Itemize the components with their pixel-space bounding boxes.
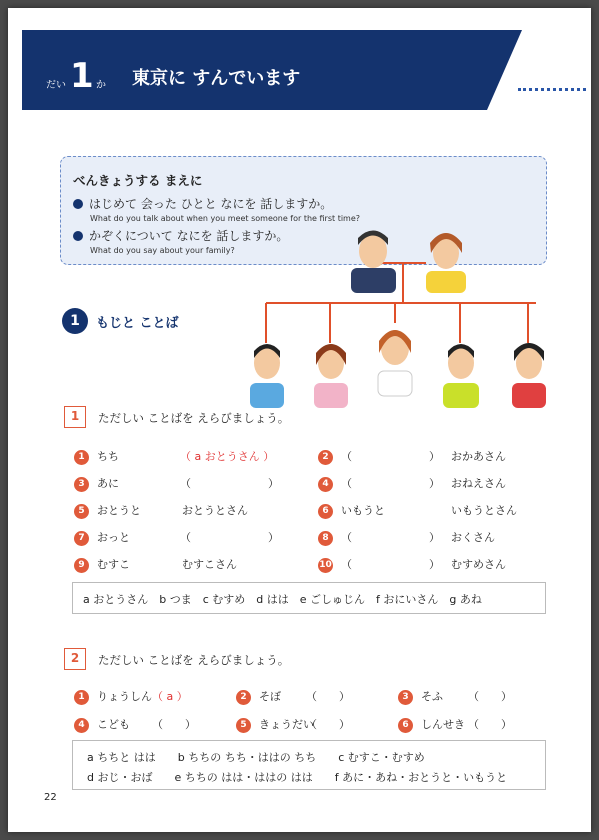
pre-q2-text: かぞくについて なにを 話しますか。 bbox=[89, 229, 289, 243]
section-label: もじと ことば bbox=[96, 315, 179, 331]
bullet-icon bbox=[73, 231, 83, 241]
ex1-item: 3 あに bbox=[74, 475, 119, 492]
ex1-answer[interactable]: （ ） bbox=[180, 531, 279, 544]
family-tree-illustration bbox=[238, 223, 568, 408]
ex2-answer[interactable]: （ a ） bbox=[152, 690, 188, 703]
ex1-word2: おくさん bbox=[451, 531, 495, 544]
ex2-answer[interactable]: （ ） bbox=[306, 690, 350, 703]
child-3-figure bbox=[378, 330, 412, 396]
exercise-2-number: 2 bbox=[64, 648, 86, 670]
ex1-word2: むすめさん bbox=[451, 558, 506, 571]
ex1-item: 7 おっと bbox=[74, 529, 130, 546]
ex2-answer[interactable]: （ ） bbox=[468, 718, 512, 731]
ex1-word2: おかあさん bbox=[451, 450, 506, 463]
ex1-item: 9 むすこ bbox=[74, 556, 130, 573]
ex1-choices: a おとうさん b つま c むすめ d はは e ごしゅじん f おにいさん g あね bbox=[83, 593, 482, 606]
pre-q1-text: はじめて 会った ひとと なにを 話しますか。 bbox=[89, 197, 333, 211]
ex1-item: 8 （ ） bbox=[318, 529, 440, 546]
ex1-word2: おねえさん bbox=[451, 477, 506, 490]
ex2-item: 1 りょうしん bbox=[74, 688, 152, 705]
section-number: 1 bbox=[62, 308, 88, 334]
ex1-item: 1 ちち bbox=[74, 448, 119, 465]
ex2-answer[interactable]: （ ） bbox=[152, 718, 196, 731]
lesson-title: 東京に すんでいます bbox=[132, 68, 301, 89]
exercise-1-instruction: ただしい ことばを えらびましょう。 bbox=[98, 411, 290, 425]
ex2-item: 6 しんせき bbox=[398, 716, 465, 733]
ex1-word2: いもうとさん bbox=[451, 504, 517, 517]
ex1-item: 4 （ ） bbox=[318, 475, 440, 492]
pre-q2-english: What do you say about your family? bbox=[90, 246, 235, 255]
pre-q1-english: What do you talk about when you meet someone for the first time? bbox=[90, 214, 361, 223]
ex2-item: 3 そふ bbox=[398, 688, 443, 705]
pre-study-heading: べんきょうする まえに bbox=[73, 173, 203, 188]
child-4-figure bbox=[443, 344, 479, 408]
ex2-item: 5 きょうだい bbox=[236, 716, 314, 733]
ex1-item: 2 （ ） bbox=[318, 448, 440, 465]
ex2-choices-box bbox=[72, 740, 546, 790]
ex1-item: 10 （ ） bbox=[319, 558, 440, 571]
bullet-icon bbox=[73, 199, 83, 209]
child-5-figure bbox=[512, 343, 546, 408]
ex2-choices-row-2: d おじ・おば e ちちの はは・ははの はは f あに・あね・おとうと・いもうと bbox=[87, 771, 508, 784]
ex1-item: 6 いもうと bbox=[318, 502, 385, 519]
ex2-answer[interactable]: （ ） bbox=[468, 690, 512, 703]
ex2-answer[interactable]: （ ） bbox=[306, 718, 350, 731]
exercise-1-number: 1 bbox=[64, 406, 86, 428]
section-header bbox=[62, 308, 179, 334]
child-2-figure bbox=[314, 344, 348, 408]
ex1-item: 5 おとうと bbox=[74, 502, 141, 519]
ex1-answer[interactable]: （ a おとうさん ） bbox=[180, 450, 275, 463]
ex1-answer[interactable]: （ ） bbox=[180, 477, 279, 490]
ex2-item: 4 こども bbox=[74, 716, 130, 733]
ex2-item: 2 そぼ bbox=[236, 688, 281, 705]
child-1-figure bbox=[250, 344, 284, 408]
page-number: 22 bbox=[44, 792, 57, 803]
exercise-2-instruction: ただしい ことばを えらびましょう。 bbox=[98, 653, 290, 667]
lesson-number: 1 bbox=[70, 56, 94, 96]
textbook-page bbox=[8, 8, 591, 832]
ex1-choices-box bbox=[72, 582, 546, 614]
ex1-answer: むすこさん bbox=[182, 558, 237, 571]
pre-question-1 bbox=[73, 195, 360, 223]
ex1-answer: おとうとさん bbox=[182, 504, 248, 517]
father-figure bbox=[351, 231, 396, 294]
lesson-ka: か bbox=[96, 80, 106, 91]
ex2-choices-row-1: a ちちと はは b ちちの ちち・ははの ちち c むすこ・むすめ bbox=[87, 751, 425, 764]
dotted-rule bbox=[518, 88, 586, 91]
lesson-dai: だい bbox=[46, 80, 66, 91]
mother-figure bbox=[426, 233, 466, 293]
